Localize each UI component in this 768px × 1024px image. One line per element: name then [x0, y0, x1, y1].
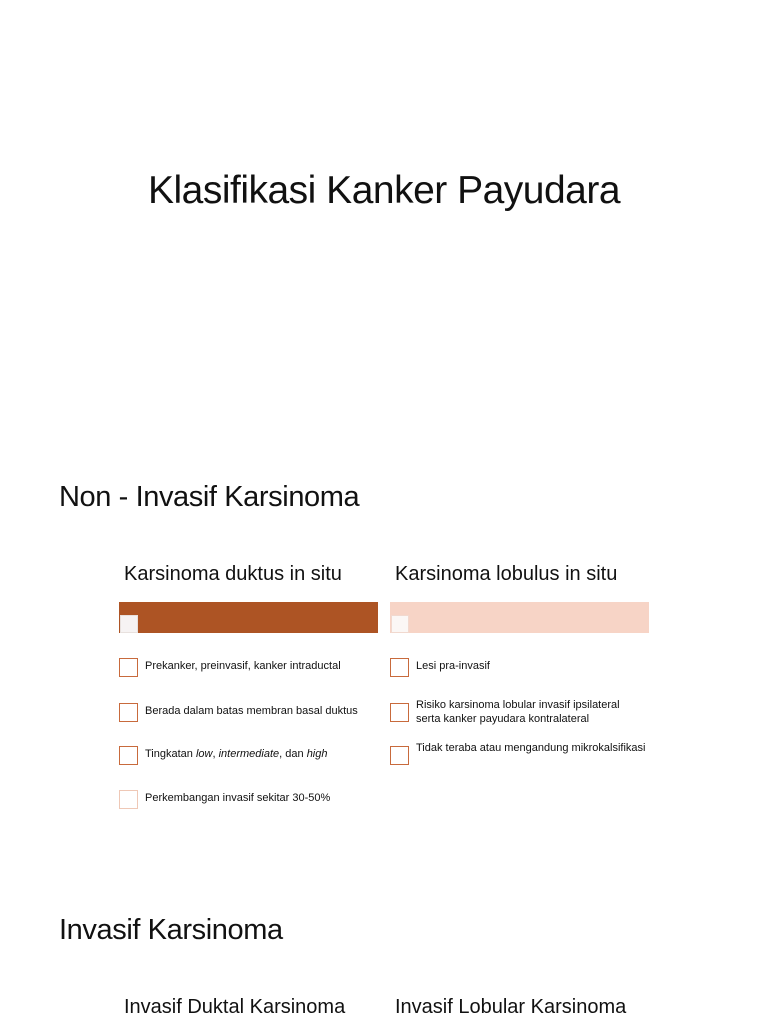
column-heading-dcis: Karsinoma duktus in situ [124, 563, 342, 585]
checkbox[interactable] [390, 658, 409, 677]
grade-high: high [306, 748, 328, 760]
grade-low: low [195, 748, 213, 760]
column-heading-ilc: Invasif Lobular Karsinoma [395, 996, 627, 1018]
item-text-separator: , [212, 748, 219, 760]
item-text-separator: , dan [279, 748, 307, 760]
checkbox[interactable] [119, 746, 138, 765]
item-text: Lesi pra-invasif [416, 660, 490, 672]
checkbox[interactable] [390, 746, 409, 765]
item-text-prefix: Tingkatan [145, 748, 196, 760]
item-text: Perkembangan invasif sekitar 30-50% [145, 792, 331, 804]
section-heading-invasive: Invasif Karsinoma [59, 914, 283, 946]
bar-checkbox[interactable] [120, 615, 138, 633]
dcis-header-bar [119, 602, 378, 633]
checkbox[interactable] [119, 658, 138, 677]
lcis-header-bar [390, 602, 649, 633]
checkbox[interactable] [390, 703, 409, 722]
column-heading-lcis: Karsinoma lobulus in situ [395, 563, 618, 585]
item-text: Berada dalam batas membran basal duktus [145, 705, 358, 717]
checkbox[interactable] [119, 790, 138, 809]
item-text [145, 747, 375, 761]
item-text: Prekanker, preinvasif, kanker intraductal [145, 660, 341, 672]
bar-checkbox[interactable] [391, 615, 409, 633]
slide-title: Klasifikasi Kanker Payudara [147, 169, 621, 212]
checkbox[interactable] [119, 703, 138, 722]
item-text: Risiko karsinoma lobular invasif ipsilateral serta kanker payudara kontralateral [416, 699, 620, 725]
grade-intermediate: intermediate [218, 748, 280, 760]
column-heading-idc: Invasif Duktal Karsinoma [124, 996, 346, 1018]
item-text: Tidak teraba atau mengandung mikrokalsifikasi [416, 742, 646, 754]
section-heading-non-invasive: Non - Invasif Karsinoma [59, 481, 360, 513]
